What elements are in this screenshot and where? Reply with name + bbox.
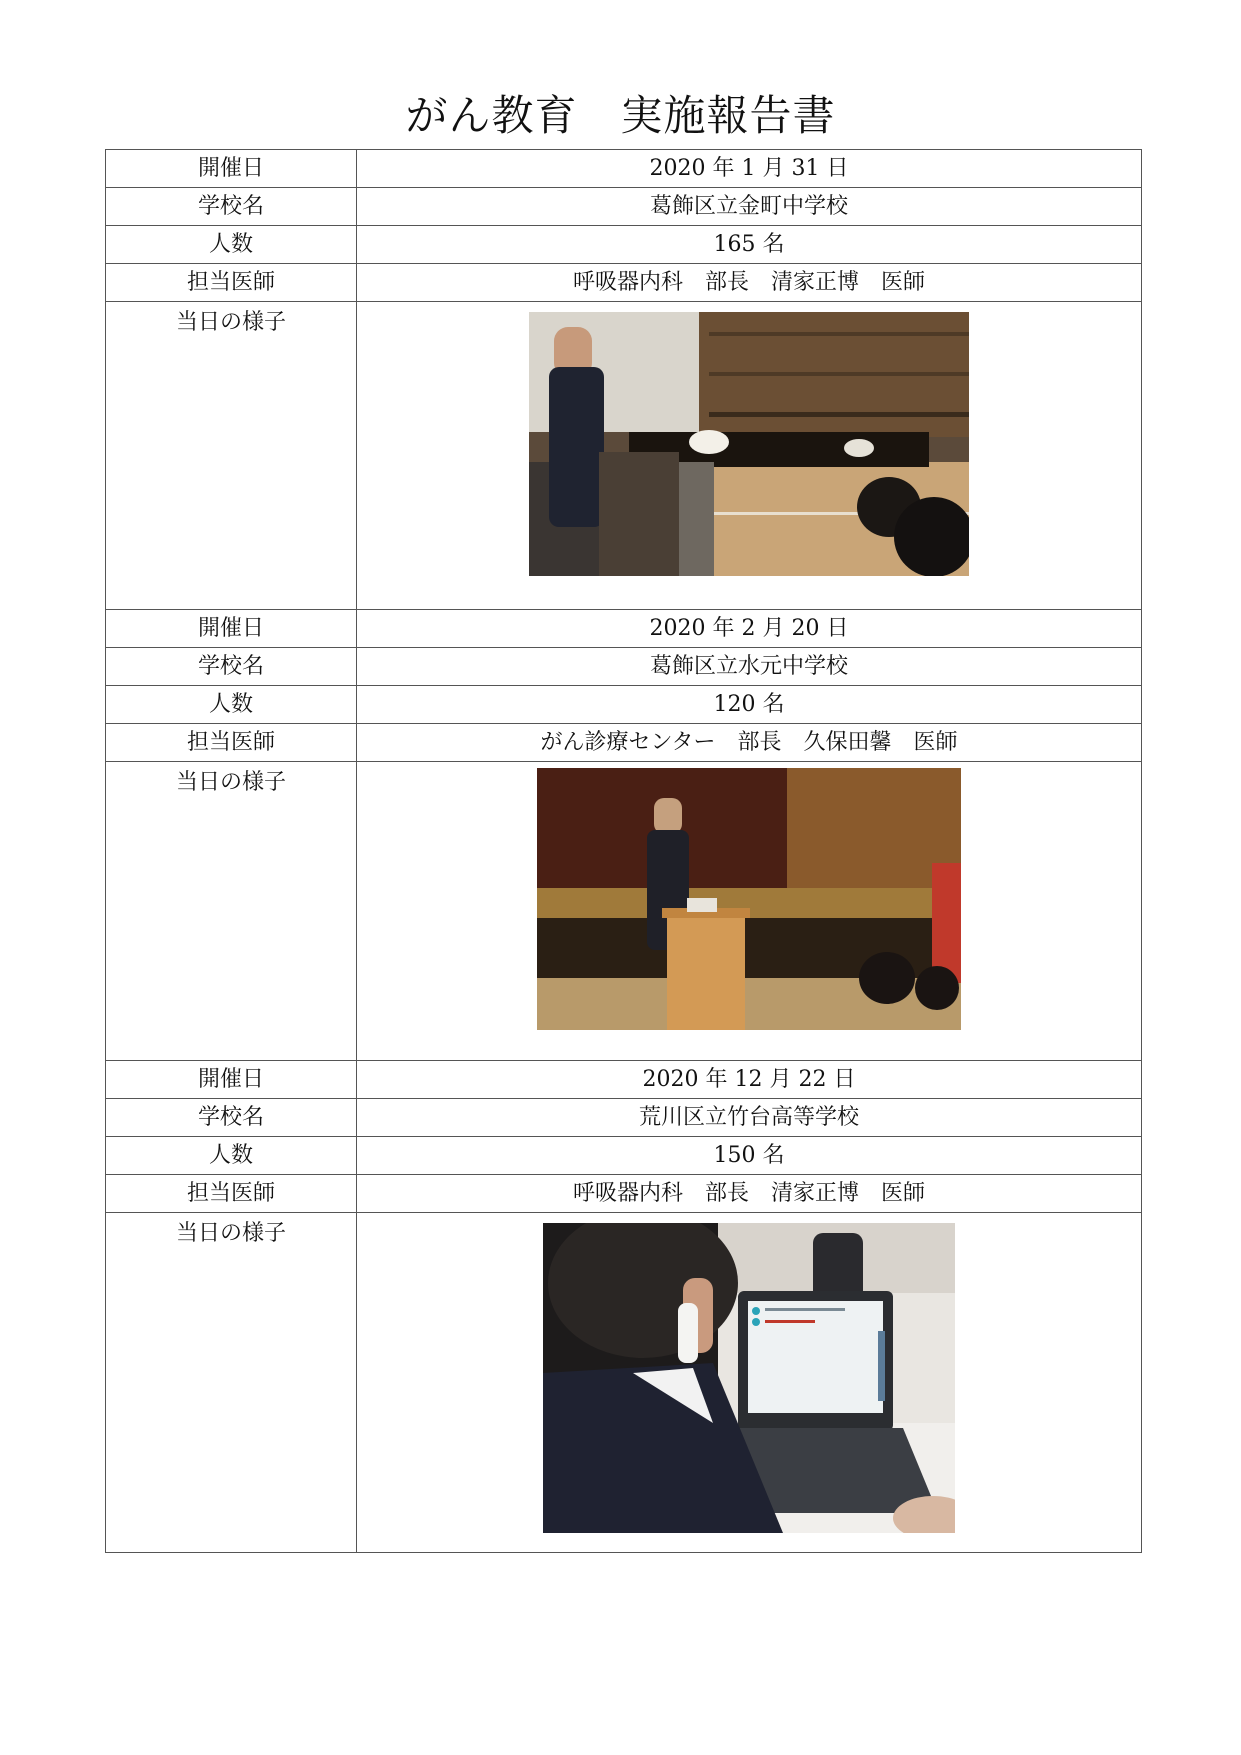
doctor-label: 担当医師 [106, 724, 357, 762]
school-value: 葛飾区立水元中学校 [357, 648, 1142, 686]
doctor-value: がん診療センター 部長 久保田馨 医師 [357, 724, 1142, 762]
table-row [106, 762, 1142, 1061]
report-title: がん教育 実施報告書 [405, 91, 836, 140]
table-row [106, 1213, 1142, 1553]
table-row [106, 610, 1142, 648]
date-value: 2020 年 1 月 31 日 [357, 150, 1142, 188]
date-label: 開催日 [106, 610, 357, 648]
school-label: 学校名 [106, 648, 357, 686]
table-row [106, 1137, 1142, 1175]
doctor-label: 担当医師 [106, 264, 357, 302]
school-value: 葛飾区立金町中学校 [357, 188, 1142, 226]
table-row [106, 1061, 1142, 1099]
school-value: 荒川区立竹台高等学校 [357, 1099, 1142, 1137]
scene-cell [357, 1213, 1142, 1553]
date-label: 開催日 [106, 1061, 357, 1099]
scene-label: 当日の様子 [106, 1213, 357, 1553]
table-row [106, 1099, 1142, 1137]
date-value: 2020 年 2 月 20 日 [357, 610, 1142, 648]
date-value: 2020 年 12 月 22 日 [357, 1061, 1142, 1099]
count-value: 120 名 [357, 686, 1142, 724]
doctor-value: 呼吸器内科 部長 清家正博 医師 [357, 264, 1142, 302]
table-row [106, 150, 1142, 188]
count-value: 150 名 [357, 1137, 1142, 1175]
event-photo-gymnasium [529, 312, 969, 576]
school-label: 学校名 [106, 1099, 357, 1137]
event-photo-online-session [543, 1223, 955, 1533]
date-label: 開催日 [106, 150, 357, 188]
count-value: 165 名 [357, 226, 1142, 264]
table-row [106, 188, 1142, 226]
table-row [106, 648, 1142, 686]
table-row [106, 724, 1142, 762]
table-row [106, 1175, 1142, 1213]
scene-cell [357, 762, 1142, 1061]
event-photo-auditorium [537, 768, 961, 1030]
doctor-value: 呼吸器内科 部長 清家正博 医師 [357, 1175, 1142, 1213]
doctor-label: 担当医師 [106, 1175, 357, 1213]
table-row [106, 226, 1142, 264]
scene-cell [357, 302, 1142, 610]
count-label: 人数 [106, 226, 357, 264]
count-label: 人数 [106, 686, 357, 724]
count-label: 人数 [106, 1137, 357, 1175]
table-row [106, 264, 1142, 302]
scene-label: 当日の様子 [106, 762, 357, 1061]
table-row [106, 686, 1142, 724]
report-table [105, 149, 1142, 1553]
table-row [106, 302, 1142, 610]
scene-label: 当日の様子 [106, 302, 357, 610]
school-label: 学校名 [106, 188, 357, 226]
